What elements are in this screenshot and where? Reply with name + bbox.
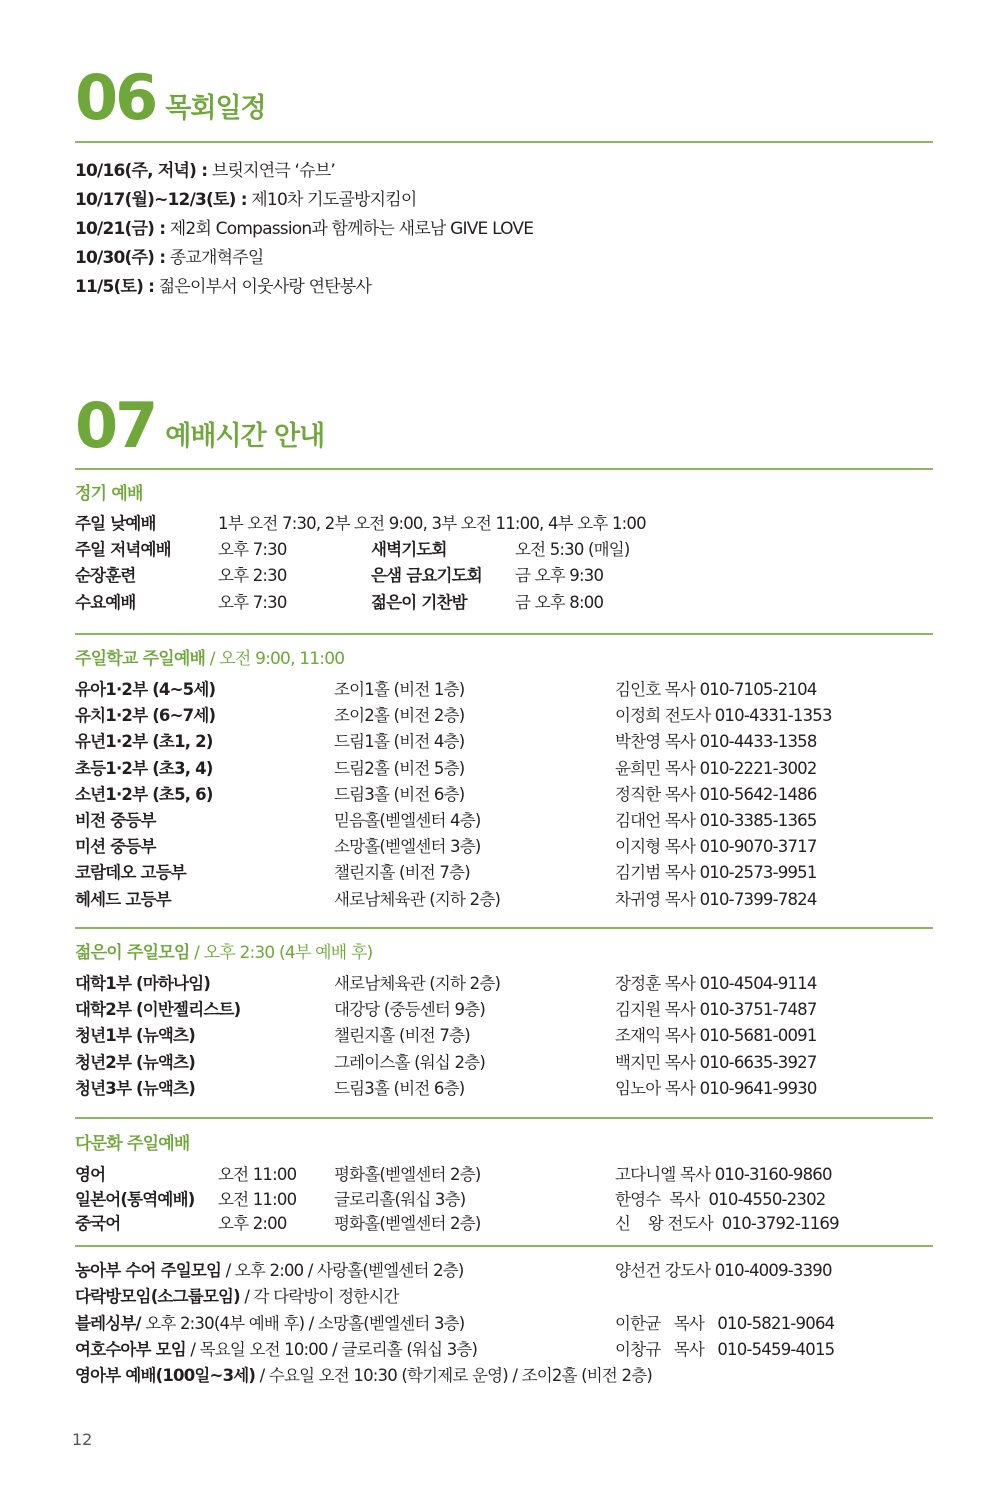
schedule-item: 10/21(금) : 제2회 Compassion과 함께하는 새로남 GIVE LOVE: [75, 219, 534, 239]
section-divider: [75, 633, 933, 635]
sunday-school-heading: 주일학교 주일예배 / 오전 9:00, 11:00: [75, 649, 345, 669]
section-divider: [75, 927, 933, 929]
section-06-header: [75, 61, 266, 134]
schedule-item: 10/17(월)~12/3(토) : 제10차 기도골방지킴이: [75, 190, 417, 210]
schedule-item: 10/30(주) : 종교개혁주일: [75, 248, 264, 268]
list-item: 다락방모임(소그룹모임) / 각 다락방이 정한시간: [75, 1287, 399, 1307]
section-06-number: 06: [75, 61, 156, 134]
section-07-title: 예배시간 안내: [165, 421, 325, 452]
multicultural-worship-heading: 다문화 주일예배: [75, 1134, 190, 1154]
section-07-divider: [75, 468, 933, 470]
section-divider: [75, 1117, 933, 1119]
list-item: 영아부 예배(100일~3세) / 수요일 오전 10:30 (학기제로 운영) / 조이2홀 (비전 2층): [75, 1366, 652, 1386]
schedule-item: 11/5(토) : 젊은이부서 이웃사랑 연탄봉사: [75, 277, 372, 297]
section-divider: [75, 1245, 933, 1247]
section-07-header: [75, 389, 325, 462]
list-item: 농아부 수어 주일모임 / 오후 2:00 / 사랑홀(벧엘센터 2층) 양선건 강도사 010-4009-3390: [75, 1261, 832, 1280]
page-number: 12: [72, 1430, 93, 1449]
other-gatherings-list: [75, 1258, 933, 1389]
pastoral-schedule-list: [75, 157, 533, 302]
regular-worship-heading: 정기 예배: [75, 484, 143, 504]
list-item: 블레싱부/ 오후 2:30(4부 예배 후) / 소망홀(벧엘센터 3층) 이한균 목사 010-5821-9064: [75, 1313, 835, 1333]
section-06-divider: [75, 141, 933, 143]
youth-gathering-heading: 젊은이 주일모임 / 오후 2:30 (4부 예배 후): [75, 943, 373, 963]
section-07-number: 07: [75, 389, 156, 462]
schedule-item: 10/16(주, 저녁) : 브릿지연극 ‘슈브’: [75, 161, 336, 181]
list-item: 여호수아부 모임 / 목요일 오전 10:00 / 글로리홀 (워십 3층) 이창규 목사 010-5459-4015: [75, 1339, 835, 1359]
section-06-title: 목회일정: [165, 93, 266, 124]
